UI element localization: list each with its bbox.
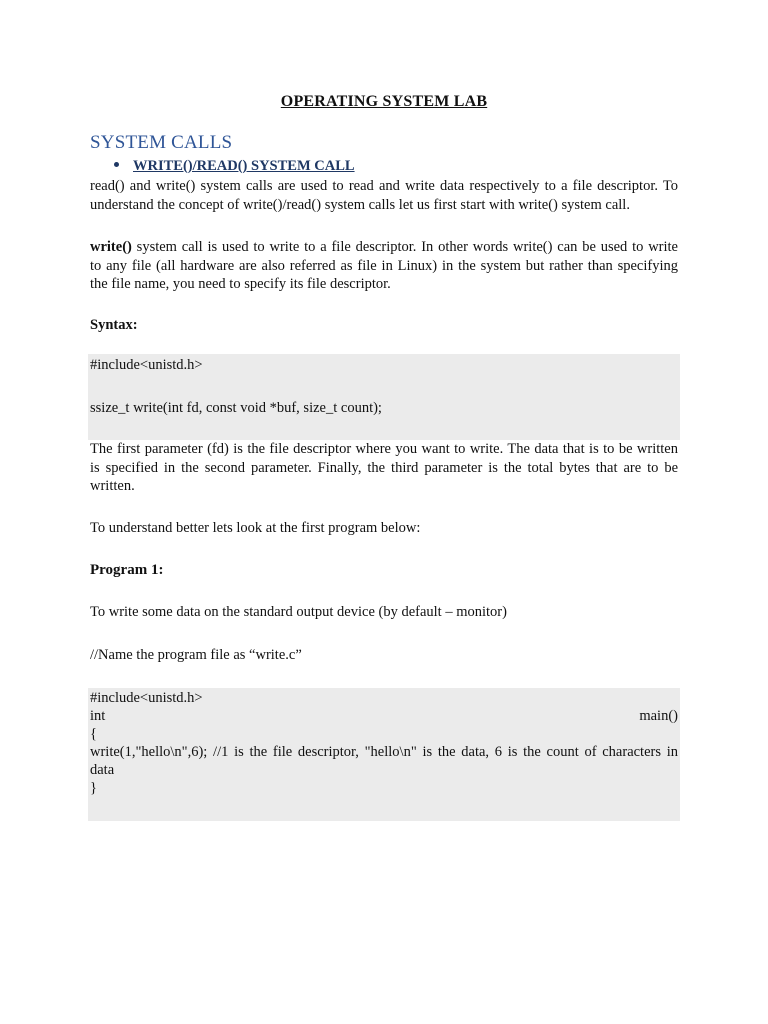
program-code-line-1: #include<unistd.h> — [90, 690, 203, 706]
program-code-block — [88, 688, 680, 821]
syntax-code-line-2: ssize_t write(int fd, const void *buf, size_t count); — [90, 400, 382, 416]
page-title: OPERATING SYSTEM LAB — [280, 93, 488, 110]
parameters-paragraph — [90, 440, 678, 496]
program-description: To write some data on the standard output device (by default – monitor) — [90, 604, 507, 620]
write-line-1-rest: system call is used to write to a file descriptor. In other words write() can be used to write — [131, 239, 678, 255]
params-line-3: written. — [90, 478, 135, 494]
write-line-1 — [90, 238, 678, 257]
program-name-comment: //Name the program file as “write.c” — [90, 647, 302, 663]
params-line-2: is specified in the second parameter. Finally, the third parameter is the total bytes that are to be — [90, 459, 678, 476]
bullet-icon — [114, 162, 119, 167]
syntax-label: Syntax: — [90, 317, 138, 333]
program-label: Program 1: — [90, 562, 164, 578]
program-code-line-2 — [90, 707, 678, 725]
program-code-line-3: { — [90, 726, 97, 742]
params-line-1: The first parameter (fd) is the file descriptor where you want to write. The data that is to be written — [90, 441, 678, 457]
write-line-3: the file name, you need to specify its file descriptor. — [90, 276, 391, 292]
understand-text: To understand better lets look at the first program below: — [90, 520, 421, 536]
program-code-line-2-left: int — [90, 708, 106, 724]
syntax-code-line-1: #include<unistd.h> — [90, 357, 203, 373]
syntax-code-block — [88, 354, 680, 440]
intro-line-2: understand the concept of write()/read() system calls let us first start with write() system call. — [90, 196, 630, 213]
section-heading: SYSTEM CALLS — [90, 132, 233, 153]
write-line-2: to any file (all hardware are also referred as file in Linux) in the system but rather than specifying — [90, 257, 678, 274]
intro-line-1: read() and write() system calls are used to read and write data respectively to a file descriptor. To — [90, 178, 678, 194]
program-code-line-4: write(1,"hello\n",6); //1 is the file descriptor, "hello\n" is the data, 6 is the count of characters in — [90, 744, 678, 760]
program-code-line-2-right: main() — [639, 708, 678, 724]
write-keyword: write() — [90, 239, 132, 255]
bullet-item-label: WRITE()/READ() SYSTEM CALL — [133, 158, 355, 174]
intro-paragraph — [90, 177, 678, 214]
write-description-paragraph — [90, 238, 678, 294]
program-code-line-6: } — [90, 780, 97, 796]
program-code-line-5: data — [90, 762, 115, 778]
bullet-item — [114, 158, 355, 175]
